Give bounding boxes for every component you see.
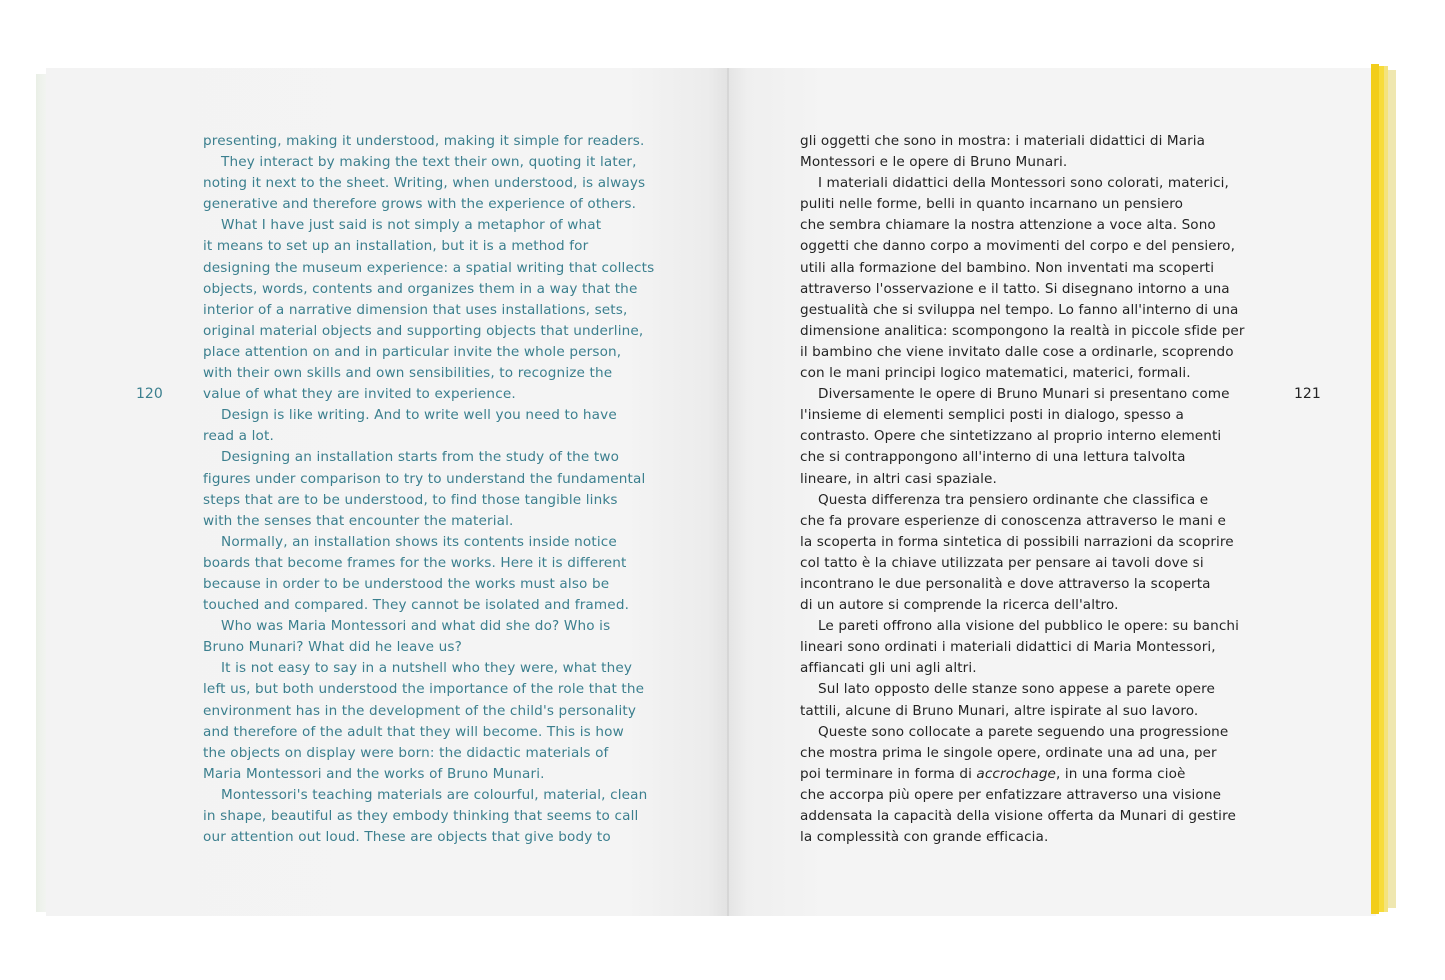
text-line: Design is like writing. And to write well you need to have — [221, 407, 617, 424]
text-line: che mostra prima le singole opere, ordinate una ad una, per — [800, 744, 1217, 761]
text-line: in shape, beautiful as they embody thinking that seems to call — [203, 808, 639, 824]
text-line: lineare, in altri casi spaziale. — [800, 470, 997, 487]
text-line: noting it next to the sheet. Writing, when understood, is always — [203, 175, 646, 192]
text-line: col tatto è la chiave utilizzata per pensare ai tavoli dove si — [800, 554, 1204, 571]
text-line: contrasto. Opere che sintetizzano al proprio interno elementi — [800, 428, 1222, 445]
text-line: left us, but both understood the importance of the role that the — [203, 681, 645, 698]
text-line: our attention out loud. These are objects that give body to — [203, 829, 611, 846]
text-line: Who was Maria Montessori and what did she do? Who is — [221, 618, 611, 635]
text-line: tattili, alcune di Bruno Munari, altre ispirate al suo lavoro. — [800, 702, 1199, 719]
text-line: I materiali didattici della Montessori sono colorati, materici, — [818, 175, 1229, 192]
text-line: value of what they are invited to experience. — [203, 386, 516, 403]
right-page-edge-yellow — [1371, 64, 1379, 914]
text-line: Sul lato opposto delle stanze sono appese a parete opere — [818, 681, 1215, 698]
text-line: Montessori e le opere di Bruno Munari. — [800, 154, 1068, 171]
text-line: che si contrappongono all'interno di una lettura talvolta — [800, 449, 1186, 466]
text-line: original material objects and supporting objects that underline, — [203, 322, 644, 339]
text-line: poi terminare in forma di accrochage, in una forma cioè — [800, 765, 1186, 782]
text-line: generative and therefore grows with the experience of others. — [203, 196, 637, 213]
text-line: l'insieme di elementi semplici posti in dialogo, spesso a — [800, 407, 1184, 424]
text-line: Designing an installation starts from the study of the two — [221, 449, 620, 466]
text-line: utili alla formazione del bambino. Non inventati ma scoperti — [800, 259, 1215, 276]
right-page-body-text — [800, 131, 1252, 848]
text-line: il bambino che viene invitato dalle cose a ordinarle, scoprendo — [800, 343, 1234, 360]
text-line: What I have just said is not simply a metaphor of what — [221, 217, 602, 234]
text-line: di un autore si comprende la ricerca dell'altro. — [800, 597, 1119, 614]
page-number-right: 121 — [1294, 386, 1321, 402]
text-line: designing the museum experience: a spatial writing that collects — [203, 259, 655, 276]
text-line: Bruno Munari? What did he leave us? — [203, 639, 463, 656]
text-line: addensata la capacità della visione offerta da Munari di gestire — [800, 808, 1236, 824]
text-line: the objects on display were born: the didactic materials of — [203, 744, 609, 761]
text-line: che sembra chiamare la nostra attenzione a voce alta. Sono — [800, 217, 1216, 234]
text-line: Questa differenza tra pensiero ordinante che classifica e — [818, 491, 1209, 508]
text-line: because in order to be understood the works must also be — [203, 575, 610, 592]
text-line: environment has in the development of the child's personality — [203, 702, 637, 719]
text-line: affiancati gli uni agli altri. — [800, 660, 977, 677]
text-line: and therefore of the adult that they will become. This is how — [203, 723, 624, 740]
text-line: Queste sono collocate a parete seguendo una progressione — [818, 723, 1229, 740]
text-line: Normally, an installation shows its contents inside notice — [221, 533, 617, 550]
text-line: They interact by making the text their own, quoting it later, — [221, 154, 637, 171]
text-line: puliti nelle forme, belli in quanto incarnano un pensiero — [800, 196, 1184, 213]
text-line: Maria Montessori and the works of Bruno Munari. — [203, 765, 545, 782]
text-line: la scoperta in forma sintetica di possibili narrazioni da scoprire — [800, 533, 1234, 550]
text-line: touched and compared. They cannot be isolated and framed. — [203, 597, 630, 614]
text-line: oggetti che danno corpo a movimenti del corpo e del pensiero, — [800, 238, 1235, 255]
text-line: che accorpa più opere per enfatizzare attraverso una visione — [800, 786, 1222, 803]
text-line: incontrano le due personalità e dove attraverso la scoperta — [800, 575, 1211, 592]
text-line: place attention on and in particular invite the whole person, — [203, 343, 622, 360]
text-line: interior of a narrative dimension that uses installations, sets, — [203, 301, 628, 318]
left-page-body-text — [203, 131, 657, 848]
book-gutter — [727, 68, 729, 916]
text-line: figures under comparison to try to understand the fundamental — [203, 470, 646, 487]
text-line: It is not easy to say in a nutshell who they were, what they — [221, 660, 633, 677]
text-line: Le pareti offrono alla visione del pubblico le opere: su banchi — [818, 618, 1239, 635]
right-page-edge-pale — [1388, 70, 1396, 908]
text-line: with their own skills and own sensibilities, to recognize the — [203, 365, 613, 382]
text-line: with the senses that encounter the material. — [203, 512, 514, 529]
page-number-left: 120 — [136, 386, 163, 402]
text-line: gestualità che si sviluppa nel tempo. Lo fanno all'interno di una — [800, 301, 1239, 318]
text-line: con le mani principi logico matematici, materici, formali. — [800, 365, 1191, 382]
text-line: dimensione analitica: scompongono la realtà in piccole sfide per — [800, 322, 1245, 339]
text-line: la complessità con grande efficacia. — [800, 829, 1049, 846]
text-line: objects, words, contents and organizes them in a way that the — [203, 280, 638, 297]
text-line: Montessori's teaching materials are colourful, material, clean — [221, 786, 648, 803]
text-line: steps that are to be understood, to find those tangible links — [203, 491, 618, 508]
text-line: gli oggetti che sono in mostra: i materiali didattici di Maria — [800, 133, 1206, 149]
text-line: che fa provare esperienze di conoscenza attraverso le mani e — [800, 512, 1226, 529]
text-line: boards that become frames for the works. Here it is different — [203, 554, 627, 571]
text-line: lineari sono ordinati i materiali didattici di Maria Montessori, — [800, 639, 1216, 656]
text-line: read a lot. — [203, 428, 274, 445]
text-line: presenting, making it understood, making it simple for readers. — [203, 133, 645, 149]
text-line: attraverso l'osservazione e il tatto. Si disegnano intorno a una — [800, 280, 1230, 297]
text-line: it means to set up an installation, but it is a method for — [203, 238, 589, 255]
text-line: Diversamente le opere di Bruno Munari si presentano come — [818, 386, 1230, 403]
